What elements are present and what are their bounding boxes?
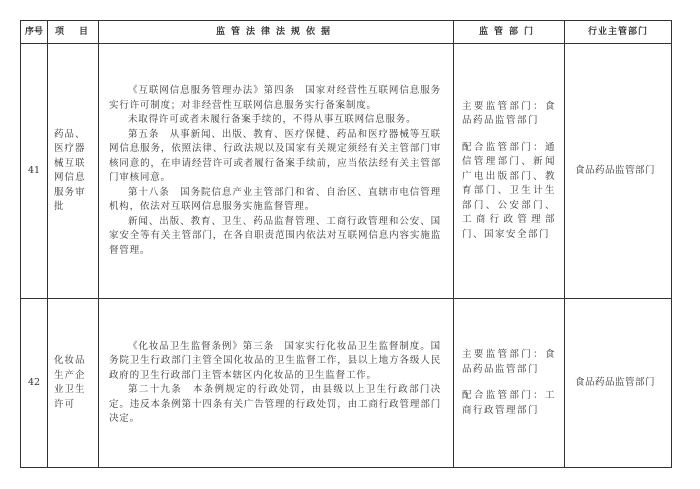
table-row: [21, 299, 672, 468]
header-law: 监管法律法规依据: [99, 21, 454, 44]
law-paragraph: 第二十九条 本条例规定的行政处罚，由县级以上卫生行政部门决定。违反本条例第十四条有关广告管理的行政处罚，由工商行政管理部门决定。: [109, 384, 441, 424]
row-dept: [454, 44, 565, 299]
row-industry: 食品药品监管部门: [565, 44, 672, 299]
row-law: [99, 44, 454, 299]
law-paragraph: 第五条 从事新闻、出版、教育、医疗保健、药品和医疗器械等互联网信息服务，依照法律、行政法规以及国家有关规定须经有关主管部门审核同意的，在申请经营许可或者履行备案手续前，应当依法经有关主管部门审核同意。: [109, 128, 441, 183]
dept-primary: 主要监管部门：食品药品监管部门: [462, 100, 556, 127]
law-paragraph: 《化妆品卫生监督条例》第三条 国家实行化妆品卫生监督制度。国务院卫生行政部门主管全国化妆品的卫生监督工作，县以上地方各级人民政府的卫生行政部门主管本辖区内化妆品的卫生监督工作。: [109, 340, 441, 381]
row-no: 41: [21, 44, 48, 299]
row-item: 药品、医疗器械互联网信息服务审批: [48, 44, 99, 299]
header-item: 项 目: [48, 21, 99, 44]
header-no: 序号: [21, 21, 48, 44]
row-law: [99, 299, 454, 468]
header-dept: 监管部门: [454, 21, 565, 44]
law-paragraph: 未取得许可或者未履行备案手续的，不得从事互联网信息服务。: [128, 114, 417, 125]
regulation-table: [20, 20, 672, 468]
law-paragraph: 第十八条 国务院信息产业主管部门和省、自治区、直辖市电信管理机构，依法对互联网信息服务实施监督管理。: [109, 186, 441, 212]
dept-cooperating: 配合监管部门：通信管理部门、新闻广电出版部门、教育部门、卫生计生部门、公安部门、工商行政管理部门、国家安全部门: [462, 141, 556, 240]
table-row: [21, 44, 672, 299]
row-industry: 食品药品监管部门: [565, 299, 672, 468]
row-item: 化妆品生产企业卫生许可: [48, 299, 99, 468]
header-industry: 行业主管部门: [565, 21, 672, 44]
dept-cooperating: 配合监管部门：工商行政管理部门: [462, 390, 556, 416]
dept-primary: 主要监管部门：食品药品监管部门: [462, 349, 556, 375]
row-no: 42: [21, 299, 48, 468]
table-header-row: [21, 21, 672, 44]
row-dept: [454, 299, 565, 468]
law-paragraph: 《互联网信息服务管理办法》第四条 国家对经营性互联网信息服务实行许可制度；对非经营性互联网信息服务实行备案制度。: [109, 85, 441, 111]
law-paragraph: 新闻、出版、教育、卫生、药品监督管理、工商行政管理和公安、国家安全等有关主管部门，在各自职责范围内依法对互联网信息内容实施监督管理。: [109, 215, 441, 256]
